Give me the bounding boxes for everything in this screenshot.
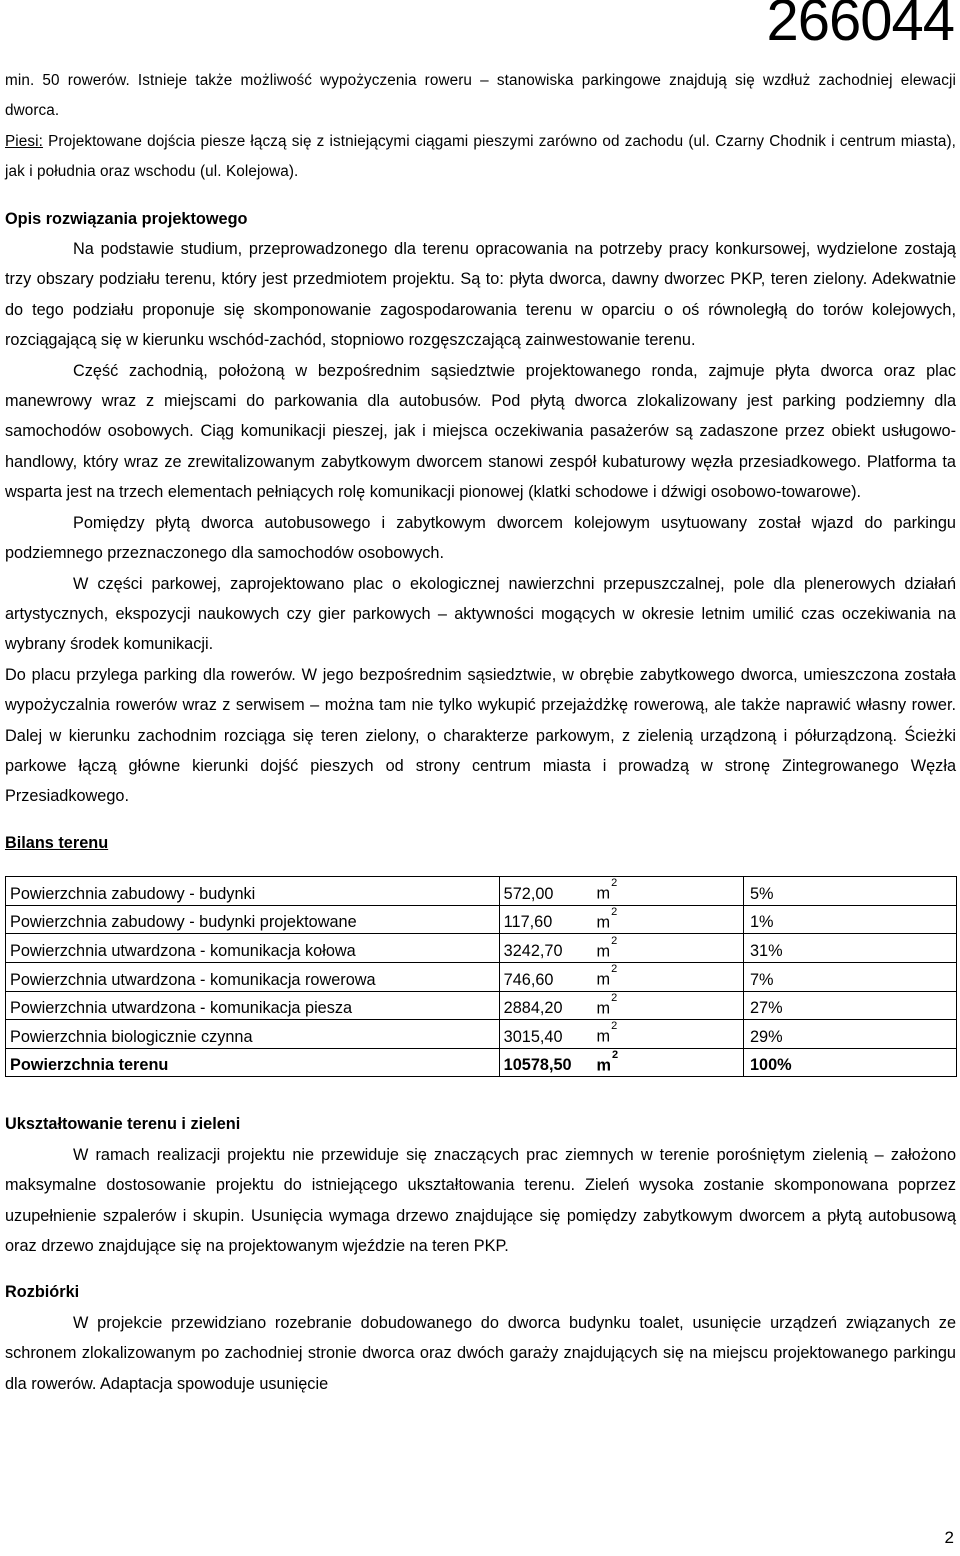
- unit-label: [597, 936, 618, 962]
- cell-value: 572,00: [499, 877, 592, 906]
- unit-base: m: [596, 884, 611, 903]
- intro-paragraph: min. 50 rowerów. Istnieje także możliwość wypożyczenia roweru – stanowiska parkingowe znajdują się wzdłuż zachodniej elewacji dworca.: [5, 72, 956, 120]
- unit-label: [597, 993, 618, 1019]
- table-row: [6, 934, 957, 963]
- opis-paragraph: Do placu przylega parking dla rowerów. W jego bezpośrednim sąsiedztwie, w obrębie zabytkowego dworca, umieszczona została wypożyczalnia rowerów wraz z serwisem – można tam nie tylko wykupić przejażdżkę rowerową, ale także naprawić własny rower. Dalej w kierunku zachodnim rozciąga się teren zielony, o charakterze parkowym, z zielenią urządzoną i półurządzoną. Ścieżki parkowe łączą główne kierunki dojść pieszych od strony centrum miasta i prowadzą w stronę Zintegrowanego Węzła Przesiadkowego.: [5, 665, 956, 806]
- unit-base: m: [596, 970, 611, 989]
- cell-name: Powierzchnia utwardzona - komunikacja kołowa: [6, 934, 500, 963]
- unit-base: m: [596, 999, 611, 1018]
- cell-unit: [593, 962, 744, 991]
- rozbiorki-heading: Rozbiórki: [5, 1283, 80, 1302]
- unit-label: [597, 878, 618, 904]
- unit-exponent: 2: [611, 1020, 618, 1033]
- cell-value: 746,60: [499, 962, 592, 991]
- cell-percent: 1%: [743, 905, 956, 934]
- cell-name: Powierzchnia zabudowy - budynki: [6, 877, 500, 906]
- cell-value: 2884,20: [499, 991, 592, 1020]
- cell-name: Powierzchnia utwardzona - komunikacja rowerowa: [6, 962, 500, 991]
- page-number: 2: [944, 1528, 954, 1547]
- piesi-paragraph: [5, 127, 956, 188]
- cell-name: Powierzchnia biologicznie czynna: [6, 1020, 500, 1049]
- unit-exponent: 2: [611, 934, 618, 947]
- unit-base: m: [596, 941, 611, 960]
- cell-value: 117,60: [499, 905, 592, 934]
- cell-percent: 7%: [743, 962, 956, 991]
- opis-paragraph: Na podstawie studium, przeprowadzonego dla terenu opracowania na potrzeby pracy konkursowej, wydzielone zostają trzy obszary podziału terenu, który jest przedmiotem projektu. Są to: płyta dworca, dawny dworzec PKP, teren zielony. Adekwatnie do tego podziału proponuje się skomponowanie zagospodarowania terenu w oparciu o oś równoległą do torów kolejowych, rozciągającą się w kierunku wschód-zachód, stopniowo rozgęszczającą zainwestowanie terenu.: [5, 240, 956, 350]
- document-id: 266044: [766, 0, 954, 53]
- piesi-text: Projektowane dojścia piesze łączą się z istniejącymi ciągami pieszymi zarówno od zachodu (ul. Czarny Chodnik i centrum miasta), jak i południa oraz wschodu (ul. Kolejowa).: [5, 132, 956, 181]
- unit-exponent: 2: [611, 877, 618, 890]
- unit-base: m: [596, 1027, 611, 1046]
- unit-base: m: [596, 1056, 612, 1075]
- cell-unit: [593, 934, 744, 963]
- page-content: [5, 66, 956, 1399]
- unit-exponent: 2: [611, 905, 618, 918]
- unit-exponent: 2: [612, 1048, 619, 1061]
- cell-value: 10578,50: [499, 1048, 592, 1077]
- table-row: [6, 1020, 957, 1049]
- opis-paragraph: Część zachodnią, położoną w bezpośrednim sąsiedztwie projektowanego ronda, zajmuje płyta dworca oraz plac manewrowy wraz z miejscami do parkowania dla autobusów. Pod płytą dworca zlokalizowany jest parking podziemny dla samochodów osobowych. Ciąg komunikacji pieszej, jak i miejsca oczekiwania pasażerów są zadaszone przez obiekt usługowo-handlowy, który wraz ze zrewitalizowanym zabytkowym dworcem stanowi zespół kubaturowy węzła przesiadkowego. Platforma ta wsparta jest na trzech elementach pełniących rolę komunikacji pionowej (klatki schodowe i dźwigi osobowo-towarowe).: [5, 361, 956, 502]
- table-row: [6, 962, 957, 991]
- cell-percent: 27%: [743, 991, 956, 1020]
- cell-percent: 31%: [743, 934, 956, 963]
- cell-value: 3015,40: [499, 1020, 592, 1049]
- unit-exponent: 2: [611, 963, 618, 976]
- unit-label: [597, 964, 618, 990]
- unit-label: [597, 1021, 618, 1047]
- table-row: [6, 991, 957, 1020]
- table-row: [6, 877, 957, 906]
- cell-percent: 5%: [743, 877, 956, 906]
- opis-paragraph: Pomiędzy płytą dworca autobusowego i zabytkowym dworcem kolejowym usytuowany został wjazd do parkingu podziemnego przeznaczonego dla samochodów osobowych.: [5, 513, 956, 563]
- rozbiorki-paragraph: W projekcie przewidziano rozebranie dobudowanego do dworca budynku toalet, usunięcie urządzeń związanych ze schronem zlokalizowanym po zachodniej stronie dworca oraz dwóch garaży znajdujących się na miejscu projektowanego parkingu dla rowerów. Adaptacja spowoduje usunięcie: [5, 1313, 956, 1393]
- bilans-table: [5, 876, 957, 1077]
- cell-unit: [593, 877, 744, 906]
- unit-exponent: 2: [611, 991, 618, 1004]
- unit-label: [597, 907, 618, 933]
- cell-value: 3242,70: [499, 934, 592, 963]
- cell-name: Powierzchnia terenu: [6, 1048, 500, 1077]
- bilans-table-body: [6, 877, 957, 1077]
- table-row: [6, 905, 957, 934]
- bilans-heading: Bilans terenu: [5, 833, 109, 852]
- opis-paragraph: W części parkowej, zaprojektowano plac o ekologicznej nawierzchni przepuszczalnej, pole dla plenerowych działań artystycznych, ekspozycji naukowych czy gier parkowych – aktywności mogących w okresie letnim umilić czas oczekiwania na wybrany środek komunikacji.: [5, 574, 956, 654]
- cell-percent: 29%: [743, 1020, 956, 1049]
- cell-unit: [593, 905, 744, 934]
- cell-unit: [593, 991, 744, 1020]
- unit-base: m: [596, 913, 611, 932]
- cell-unit: [593, 1048, 744, 1077]
- cell-name: Powierzchnia zabudowy - budynki projektowane: [6, 905, 500, 934]
- opis-heading: Opis rozwiązania projektowego: [5, 209, 248, 228]
- cell-unit: [593, 1020, 744, 1049]
- cell-name: Powierzchnia utwardzona - komunikacja piesza: [6, 991, 500, 1020]
- uksztaltowanie-heading: Ukształtowanie terenu i zieleni: [5, 1115, 241, 1134]
- uksztaltowanie-paragraph: W ramach realizacji projektu nie przewiduje się znaczących prac ziemnych w terenie porośniętym zielenią – założono maksymalne dostosowanie projektu do istniejącego ukształtowania terenu. Zieleń wysoka zostanie skomponowana poprzez uzupełnienie szpalerów i skupin. Usunięcia wymaga drzewo znajdujące się pomiędzy zabytkowym dworcem a płytą autobusową oraz drzewo znajdujące się na projektowanym wjeździe na teren PKP.: [5, 1145, 956, 1255]
- table-total-row: [6, 1048, 957, 1077]
- piesi-label: Piesi:: [5, 132, 44, 150]
- cell-percent: 100%: [743, 1048, 956, 1077]
- unit-label: [597, 1050, 619, 1076]
